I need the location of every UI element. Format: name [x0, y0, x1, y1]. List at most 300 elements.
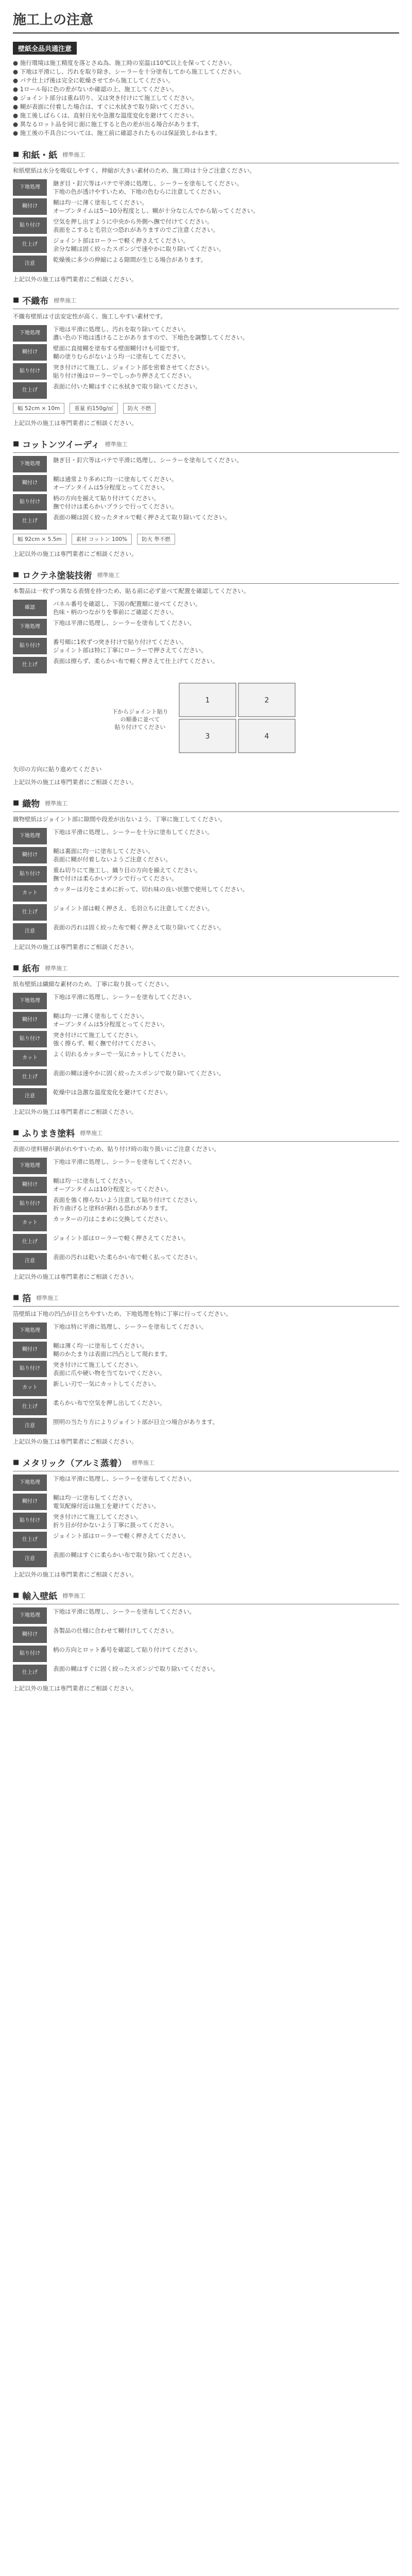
section-header: [13, 796, 399, 812]
step-label: カット: [13, 1380, 47, 1396]
step-label: 貼り付け: [13, 1031, 47, 1047]
step-text: [53, 1399, 166, 1407]
step-row: [13, 456, 399, 472]
step-row: [13, 1494, 399, 1510]
square-bullet-icon: ■: [13, 1294, 20, 1301]
step-line: 糊の塗りむらがないよう均一に塗布してください。: [53, 353, 190, 360]
step-text: [53, 198, 259, 215]
step-line: 柔らかい布で空気を押し出してください。: [53, 1399, 166, 1406]
common-label: 壁紙全品共通注意: [13, 42, 77, 55]
step-text: [53, 236, 225, 253]
step-row: [13, 1646, 399, 1662]
step-line: 糊は均一に薄く塗布してください。: [53, 1012, 148, 1020]
section-title: 和紙・紙: [22, 150, 58, 161]
step-label: 仕上げ: [13, 1069, 47, 1086]
step-line: 色味・柄のつながりを事前にご確認ください。: [53, 608, 178, 616]
step-text: [53, 1234, 189, 1242]
step-line: ジョイント部は軽く押さえ、毛羽立ちに注意してください。: [53, 905, 213, 912]
section-badge: 標準施工: [45, 964, 68, 972]
diagram-caption: [112, 708, 168, 731]
step-row: [13, 475, 399, 492]
section-title: コットンツイーディ: [22, 440, 100, 450]
step-line: パネル番号を確認し、下図の配置順に並べてください。: [53, 600, 201, 607]
step-line: 継ぎ目・釘穴等はパテで平滑に処理し、シーラーを塗布してください。: [53, 180, 243, 187]
section-title: メタリック（アルミ蒸着）: [22, 1459, 127, 1469]
step-label: 仕上げ: [13, 657, 47, 673]
step-label: 仕上げ: [13, 513, 47, 530]
step-label: 下地処理: [13, 1158, 47, 1174]
step-label: 仕上げ: [13, 1532, 47, 1548]
step-line: 糊は薄く均一に塗布してください。: [53, 1342, 148, 1349]
step-row: [13, 1177, 399, 1193]
step-line: 撫で付けは柔らかいブラシで行ってください。: [53, 503, 178, 510]
step-text: [53, 904, 213, 912]
step-line: 表面に付いた糊はすぐに水拭きで取り除いてください。: [53, 383, 201, 390]
panel-grid-svg: [177, 681, 300, 758]
step-row: [13, 866, 399, 883]
step-line: オープンタイムは5分程度とってください。: [53, 1021, 168, 1028]
section-badge: 標準施工: [45, 800, 68, 807]
step-text: [53, 1196, 201, 1212]
step-row: [13, 993, 399, 1009]
step-line: 表面は擦らず、柔らかい布で軽く押さえて仕上げてください。: [53, 657, 219, 665]
step-row: [13, 179, 399, 196]
section-intro: 織物壁紙はジョイント部に隙間や段差が出ないよう、丁寧に施工してください。: [13, 816, 226, 823]
step-line: 濃い色の下地は透けることがありますので、下地色を調整してください。: [53, 334, 249, 341]
section: [13, 148, 399, 283]
step-text: [53, 1088, 171, 1096]
step-label: 仕上げ: [13, 1399, 47, 1415]
step-row: [13, 638, 399, 654]
step-row: [13, 513, 399, 530]
step-row: [13, 1551, 399, 1567]
step-line: ジョイント部はローラーで軽く押さえてください。: [53, 237, 190, 244]
step-label: 下地処理: [13, 179, 47, 196]
step-text: [53, 1475, 195, 1483]
step-text: [53, 1380, 160, 1388]
step-row: [13, 217, 399, 234]
step-row: [13, 1234, 399, 1250]
step-line: ジョイント部はローラーで軽く押さえてください。: [53, 1532, 190, 1539]
diagram-caption-line: 下からジョイント貼り: [112, 708, 168, 715]
step-label: 仕上げ: [13, 1665, 47, 1681]
step-row: [13, 1532, 399, 1548]
step-line: 乾燥中は急激な温度変化を避けてください。: [53, 1089, 171, 1096]
common-note: ● 1ロール毎に色の差がないか確認の上、施工してください。: [13, 86, 178, 93]
step-row: [13, 1361, 399, 1377]
section-title: ふりまき塗料: [22, 1129, 75, 1139]
spec-box: 素材 コットン 100%: [72, 534, 132, 545]
step-text: [53, 657, 218, 665]
section: [13, 568, 399, 786]
section-header: [13, 1456, 399, 1471]
section-title: 織物: [22, 799, 40, 809]
spec-row: [13, 534, 399, 547]
step-line: カッターの刃はこまめに交換してください。: [53, 1215, 171, 1223]
step-line: 糊は裏面に均一に塗布してください。: [53, 848, 154, 855]
step-label: 注意: [13, 1088, 47, 1105]
step-label: 貼り付け: [13, 638, 47, 654]
step-line: 突き付けにて施工してください。: [53, 1031, 142, 1039]
spec-box: 防火 準不燃: [137, 534, 175, 545]
step-line: 柄の方向を揃えて貼り付けてください。: [53, 495, 160, 502]
section-badge: 標準施工: [97, 571, 120, 579]
section-intro: 箔壁紙は下地の凹凸が目立ちやすいため、下地処理を特に丁寧に行ってください。: [13, 1310, 232, 1317]
step-text: [53, 993, 195, 1001]
step-line: 柄の方向とロット番号を確認して貼り付けてください。: [53, 1646, 201, 1653]
step-text: [53, 1177, 172, 1193]
step-line: よく切れるカッターで一気にカットしてください。: [53, 1050, 190, 1058]
section-intro: 和紙壁紙は水分を吸収しやすく、伸縮が大きい素材のため、施工時は十分ご注意ください。: [13, 167, 255, 174]
step-text: [53, 513, 231, 521]
step-text: [53, 847, 171, 863]
step-text: [53, 1012, 168, 1028]
step-label: 仕上げ: [13, 1234, 47, 1250]
step-text: [53, 494, 178, 511]
step-line: 壁面に直接糊を塗布する壁面糊付けも可能です。: [53, 345, 183, 352]
step-line: 糊は均一に塗布してください。: [53, 1494, 136, 1501]
panel-number: 3: [205, 732, 210, 741]
section-intro: 不織布壁紙は寸法安定性が高く、施工しやすい素材です。: [13, 313, 166, 320]
step-row: [13, 1253, 399, 1269]
step-line: オープンタイムは10分程度とってください。: [53, 1185, 173, 1193]
step-line: 重ね切りにて施工し、織り目の方向を揃えてください。: [53, 867, 201, 874]
common-note: ● 施行環境は施工精度を落とさぬ為、施工時の室温は10℃以上を保ってください。: [13, 59, 236, 66]
step-row: [13, 1196, 399, 1212]
section-header: [13, 294, 399, 309]
step-line: 下地は平滑に処理し、汚れを取り除いてください。: [53, 326, 190, 333]
spec-box: 重量 約150g/㎡: [70, 403, 118, 414]
step-line: オープンタイムは5分程度とってください。: [53, 484, 168, 491]
square-bullet-icon: ■: [13, 571, 20, 579]
step-line: 下地は平滑に処理し、シーラーを塗布してください。: [53, 993, 195, 1001]
section-badge: 標準施工: [36, 1294, 59, 1301]
step-line: 下地は平滑に処理し、シーラーを塗布してください。: [53, 1608, 195, 1615]
step-label: 糊付け: [13, 1494, 47, 1510]
step-line: 糊は均一に薄く塗布してください。: [53, 199, 148, 206]
step-row: [13, 1215, 399, 1231]
step-line: 電気配線付近は施工を避けてください。: [53, 1502, 160, 1510]
step-label: 貼り付け: [13, 363, 47, 380]
step-text: [53, 600, 201, 616]
section-title: 輸入壁紙: [22, 1591, 58, 1602]
section-trailer: 上記以外の施工は専門業者にご相談ください。: [13, 778, 138, 786]
step-label: 下地処理: [13, 993, 47, 1009]
section-trailer: 上記以外の施工は専門業者にご相談ください。: [13, 1685, 138, 1692]
step-text: [53, 1031, 159, 1047]
step-text: [53, 619, 195, 627]
step-text: [53, 382, 201, 391]
square-bullet-icon: ■: [13, 296, 20, 304]
step-row: [13, 847, 399, 863]
step-label: 糊付け: [13, 1012, 47, 1028]
step-text: [53, 179, 243, 196]
step-row: [13, 198, 399, 215]
step-line: 表面の汚れは固く絞った布で軽く押さえて取り除いてください。: [53, 924, 225, 931]
section-badge: 標準施工: [105, 440, 128, 448]
common-note: ● 下地は平滑にし、汚れを取り除き、シーラーを十分塗布してから施工してください。: [13, 68, 245, 75]
step-label: 仕上げ: [13, 904, 47, 921]
section: [13, 1589, 399, 1692]
sections: [13, 148, 399, 1692]
step-line: 突き付けにて施工してください。: [53, 1361, 142, 1368]
step-label: 貼り付け: [13, 494, 47, 511]
step-text: [53, 1158, 195, 1166]
step-line: 強く擦らず、軽く撫で付けてください。: [53, 1040, 160, 1047]
step-line: 糊は通常より多めに均一に塗布してください。: [53, 476, 178, 483]
step-line: 各製品の仕様に合わせて糊付けしてください。: [53, 1627, 178, 1634]
step-label: 下地処理: [13, 828, 47, 844]
step-label: 下地処理: [13, 456, 47, 472]
section: [13, 1456, 399, 1579]
step-line: 下地は特に平滑に処理し、シーラーを塗布してください。: [53, 1323, 207, 1330]
step-row: [13, 1399, 399, 1415]
step-row: [13, 1380, 399, 1396]
step-row: [13, 1607, 399, 1624]
step-text: [53, 1050, 189, 1058]
square-bullet-icon: ■: [13, 440, 20, 448]
step-line: 下地は平滑に処理し、シーラーを塗布してください。: [53, 1158, 195, 1165]
section: [13, 294, 399, 427]
step-row: [13, 382, 399, 399]
step-label: 注意: [13, 1418, 47, 1434]
section-trailer: 上記以外の施工は専門業者にご相談ください。: [13, 1108, 138, 1115]
step-line: 下地は平滑に処理し、シーラーを塗布してください。: [53, 619, 195, 626]
section-badge: 標準施工: [131, 1459, 154, 1466]
step-text: [53, 866, 201, 883]
step-text: [53, 1551, 195, 1559]
step-line: 糊は均一に塗布してください。: [53, 1177, 136, 1184]
step-label: 下地処理: [13, 1607, 47, 1624]
step-label: 糊付け: [13, 198, 47, 215]
step-row: [13, 1088, 399, 1105]
step-label: 仕上げ: [13, 382, 47, 399]
section: [13, 1291, 399, 1446]
section-header: [13, 1589, 399, 1604]
step-label: 貼り付け: [13, 1196, 47, 1212]
step-line: ジョイント部はローラーで軽く押さえてください。: [53, 1234, 190, 1242]
step-row: [13, 1031, 399, 1047]
step-line: 表面の糊はすぐに固く絞ったスポンジで取り除いてください。: [53, 1665, 219, 1672]
section: [13, 961, 399, 1116]
step-row: [13, 904, 399, 921]
step-text: [53, 1626, 178, 1635]
common-note: ● 異なるロット品を同じ面に施工すると色の差が出る場合があります。: [13, 121, 203, 128]
step-text: [53, 363, 213, 380]
square-bullet-icon: ■: [13, 799, 20, 807]
step-line: 折り曲げると塗料が割れる恐れがあります。: [53, 1205, 171, 1212]
diagram-note: 矢印の方向に貼り進めてください: [13, 766, 102, 773]
step-text: [53, 1361, 166, 1377]
section-title: 不織布: [22, 296, 49, 307]
step-label: 下地処理: [13, 325, 47, 342]
step-row: [13, 828, 399, 844]
step-text: [53, 923, 225, 931]
step-text: [53, 325, 248, 342]
spec-box: 幅 52cm × 10m: [13, 403, 64, 414]
step-text: [53, 1513, 178, 1529]
panel-number: 2: [264, 696, 269, 705]
common-note: ● 施工後しばらくは、直射日光や急激な温度変化を避けてください。: [13, 112, 198, 119]
step-label: 貼り付け: [13, 217, 47, 234]
step-text: [53, 256, 207, 264]
section-trailer: 上記以外の施工は専門業者にご相談ください。: [13, 1273, 138, 1280]
section-header: [13, 961, 399, 977]
step-label: 糊付け: [13, 847, 47, 863]
step-line: 番号順に1枚ずつ突き付けで貼り付けてください。: [53, 638, 187, 646]
step-label: カット: [13, 885, 47, 902]
step-text: [53, 1418, 218, 1426]
step-row: [13, 1323, 399, 1339]
step-label: 下地処理: [13, 1323, 47, 1339]
step-line: 突き付けにて施工してください。: [53, 1513, 142, 1520]
step-label: 下地処理: [13, 1475, 47, 1491]
diagram-caption-line: の順番に並べて: [120, 716, 160, 723]
square-bullet-icon: ■: [13, 1129, 20, 1137]
section-header: [13, 1291, 399, 1307]
step-text: [53, 475, 178, 492]
step-text: [53, 1253, 201, 1261]
step-row: [13, 256, 399, 272]
step-label: カット: [13, 1215, 47, 1231]
common-note: ● 糊が表面に付着した場合は、すぐに水拭きで取り除いてください。: [13, 103, 198, 110]
step-line: 余分な糊は固く絞ったスポンジで速やかに取り除いてください。: [53, 245, 225, 252]
step-line: 空気を押し出すように中央から外側へ撫で付けてください。: [53, 218, 213, 225]
step-row: [13, 1158, 399, 1174]
section-intro: 紙布壁紙は繊細な素材のため、丁寧に取り扱ってください。: [13, 980, 173, 988]
step-row: [13, 1626, 399, 1643]
section-intro: 表面の塗料層が剥がれやすいため、貼り付け時の取り扱いにご注意ください。: [13, 1145, 220, 1153]
panel-grid: [177, 681, 300, 758]
step-label: 糊付け: [13, 475, 47, 492]
section-trailer: 上記以外の施工は専門業者にご相談ください。: [13, 419, 138, 427]
step-row: [13, 1418, 399, 1434]
step-line: 撫で付けは柔らかいブラシで行ってください。: [53, 875, 178, 882]
step-label: 確認: [13, 600, 47, 616]
square-bullet-icon: ■: [13, 1591, 20, 1599]
diagram-caption-line: 貼り付けてください: [114, 723, 166, 731]
section-title: 紙布: [22, 964, 40, 974]
step-row: [13, 1012, 399, 1028]
panel-number: 4: [264, 732, 269, 741]
section: [13, 437, 399, 558]
section-badge: 標準施工: [62, 1592, 85, 1599]
section-trailer: 上記以外の施工は専門業者にご相談ください。: [13, 550, 138, 557]
step-text: [53, 1215, 171, 1223]
step-line: 下地の色が透けやすいため、下地の色むらに注意してください。: [53, 188, 225, 195]
step-row: [13, 657, 399, 673]
step-line: 糊のかたまりは表面に凹凸として現れます。: [53, 1350, 171, 1358]
step-text: [53, 638, 207, 654]
section-badge: 標準施工: [62, 151, 85, 158]
step-label: 糊付け: [13, 344, 47, 361]
common-note: ● 施工後の不具合については、施工前に確認されたものは保証致しかねます。: [13, 129, 221, 137]
step-text: [53, 1532, 189, 1540]
step-line: 表面に爪や硬い物を当てないでください。: [53, 1369, 166, 1377]
panel-number: 1: [205, 696, 210, 705]
step-row: [13, 619, 399, 635]
step-label: 注意: [13, 923, 47, 940]
page-title: 施工上の注意: [13, 0, 399, 33]
step-row: [13, 885, 399, 902]
step-text: [53, 1665, 219, 1673]
step-row: [13, 494, 399, 511]
step-line: 表面に糊が付着しないようご注意ください。: [53, 856, 171, 863]
section-trailer: 上記以外の施工は専門業者にご相談ください。: [13, 1438, 138, 1445]
section-trailer: 上記以外の施工は専門業者にご相談ください。: [13, 943, 138, 951]
step-text: [53, 1646, 201, 1654]
step-label: 注意: [13, 256, 47, 272]
section-header: [13, 437, 399, 453]
step-line: 下地は平滑に処理し、シーラーを塗布してください。: [53, 1475, 195, 1482]
section-title: 箔: [22, 1294, 31, 1304]
step-text: [53, 456, 243, 464]
section-trailer: 上記以外の施工は専門業者にご相談ください。: [13, 1571, 138, 1578]
section-header: [13, 148, 399, 163]
step-line: 新しい刃で一気にカットしてください。: [53, 1380, 160, 1387]
step-row: [13, 1050, 399, 1066]
step-label: 糊付け: [13, 1626, 47, 1643]
step-text: [53, 344, 190, 361]
step-line: 下地は平滑に処理し、シーラーを十分に塗布してください。: [53, 828, 213, 836]
section-badge: 標準施工: [80, 1129, 103, 1137]
section-trailer: 上記以外の施工は専門業者にご相談ください。: [13, 276, 138, 283]
step-text: [53, 1607, 195, 1616]
section-title: ロクテネ塗装技術: [22, 571, 92, 581]
step-line: 継ぎ目・釘穴等はパテで平滑に処理し、シーラーを塗布してください。: [53, 456, 243, 464]
spec-row: [13, 403, 399, 416]
step-label: 貼り付け: [13, 866, 47, 883]
step-line: 表面の糊は固く絞ったタオルで軽く押さえて取り除いてください。: [53, 514, 231, 521]
step-label: 貼り付け: [13, 1646, 47, 1662]
step-line: 貼り付け後はローラーでしっかり押さえてください。: [53, 372, 195, 379]
step-line: 乾燥後に多少の伸縮による隙間が生じる場合があります。: [53, 256, 207, 263]
step-row: [13, 1665, 399, 1681]
step-label: 下地処理: [13, 619, 47, 635]
step-label: 注意: [13, 1551, 47, 1567]
step-text: [53, 1069, 225, 1077]
step-text: [53, 1323, 207, 1331]
square-bullet-icon: ■: [13, 1459, 20, 1466]
step-line: 表面の糊は速やかに固く絞ったスポンジで取り除いてください。: [53, 1070, 225, 1077]
common-note: ● ジョイント部分は重ね切り、又は突き付けにて施工してください。: [13, 94, 198, 101]
step-text: [53, 1494, 160, 1510]
step-line: 表面をこすると毛羽立つ恐れがありますのでご注意ください。: [53, 226, 219, 233]
step-row: [13, 1342, 399, 1358]
step-row: [13, 363, 399, 380]
placement-diagram: [13, 681, 399, 758]
step-text: [53, 217, 219, 234]
section-header: [13, 1126, 399, 1142]
step-row: [13, 1513, 399, 1529]
step-row: [13, 236, 399, 253]
step-label: カット: [13, 1050, 47, 1066]
step-label: 貼り付け: [13, 1513, 47, 1529]
section: [13, 1126, 399, 1281]
spec-box: 幅 92cm × 5.5m: [13, 534, 66, 545]
step-row: [13, 1475, 399, 1491]
step-text: [53, 828, 213, 836]
step-row: [13, 923, 399, 940]
step-text: [53, 1342, 171, 1358]
step-row: [13, 344, 399, 361]
step-label: 糊付け: [13, 1342, 47, 1358]
step-label: 注意: [13, 1253, 47, 1269]
square-bullet-icon: ■: [13, 964, 20, 972]
square-bullet-icon: ■: [13, 150, 20, 158]
spec-box: 防火 不燃: [123, 403, 156, 414]
step-line: オープンタイムは5〜10分程度とし、糊が十分なじんでから貼ってください。: [53, 207, 259, 214]
